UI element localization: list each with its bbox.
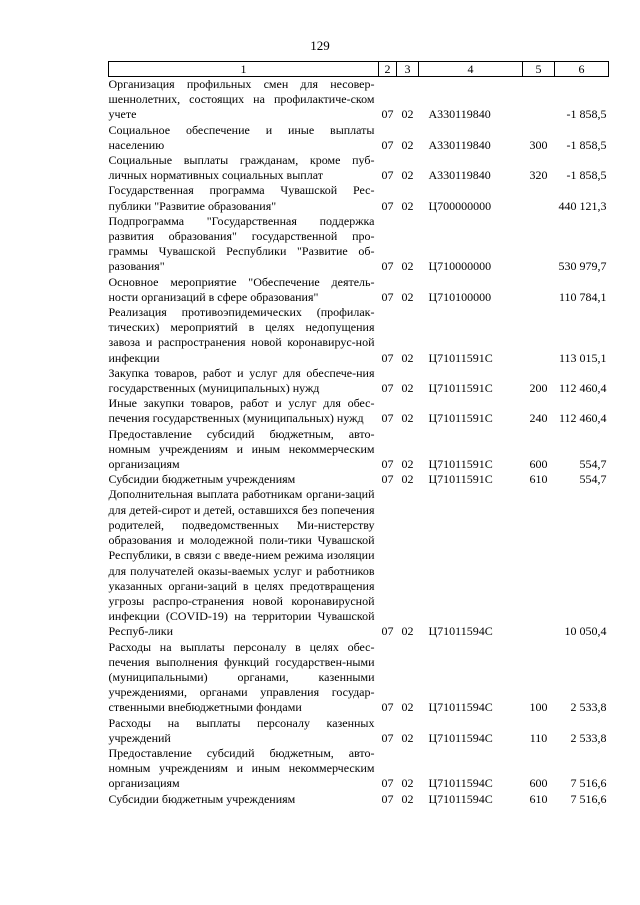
row-target-code: Ц71011591С (428, 411, 493, 426)
row-description: Организация профильных смен для несовер-шеннолетних, состоящих на профилактиче-ском учете (108, 77, 375, 122)
row-section: 07 (381, 730, 394, 745)
table-row (109, 77, 609, 123)
table-row (109, 214, 609, 275)
row-subsection: 02 (401, 168, 414, 183)
table-row (109, 746, 609, 792)
row-amount: 7 516,6 (570, 776, 607, 791)
row-description: Субсидии бюджетным учреждениям (108, 472, 296, 487)
row-expense-type: 200 (529, 381, 548, 396)
row-expense-type (523, 77, 555, 123)
row-section: 07 (381, 198, 394, 213)
row-section: 07 (381, 289, 394, 304)
row-amount: -1 858,5 (566, 107, 607, 122)
row-section: 07 (381, 381, 394, 396)
row-amount: 112 460,4 (558, 411, 607, 426)
row-subsection: 02 (401, 289, 414, 304)
row-amount: 112 460,4 (558, 381, 607, 396)
header-col-6: 6 (555, 62, 609, 77)
row-section: 07 (381, 457, 394, 472)
row-section: 07 (381, 411, 394, 426)
row-description: Предоставление субсидий бюджетным, авто-номным учреждениям и иным некоммерческим организациям (108, 745, 375, 791)
row-target-code: Ц71011591С (428, 350, 493, 365)
header-col-1: 1 (109, 62, 379, 77)
row-subsection: 02 (401, 137, 414, 152)
row-target-code: Ц700000000 (428, 198, 492, 213)
table-row (109, 366, 609, 396)
row-amount: 113 015,1 (558, 350, 607, 365)
row-expense-type (523, 275, 555, 305)
row-expense-type: 110 (529, 730, 548, 745)
table-row (109, 716, 609, 746)
row-subsection: 02 (401, 472, 414, 487)
row-description: Дополнительная выплата работникам органи-заций для детей-сирот и детей, оставшихся без попечения родителей, подведомственных Ми-нистерству образования и молодежной поли-тики Чувашской Республики, в связи с введе-нием режима изоляции для получателей оказы-ваемых услуг и работников указанных органи-заций в целях предотвращения угрозы распро-странения новой коронавирусной инфекции (COVID-19) на территории Чувашской Респуб-лики (108, 487, 375, 639)
table-row (109, 396, 609, 426)
row-expense-type (523, 214, 555, 275)
row-target-code: Ц710000000 (428, 259, 492, 274)
row-amount: 10 050,4 (564, 624, 607, 639)
row-description: Расходы на выплаты персоналу казенных учреждений (108, 715, 375, 745)
row-subsection: 02 (401, 457, 414, 472)
table-row (109, 792, 609, 807)
row-expense-type: 600 (529, 457, 548, 472)
row-expense-type: 300 (529, 137, 548, 152)
row-target-code: Ц71011591С (428, 457, 493, 472)
header-col-2: 2 (379, 62, 397, 77)
row-subsection: 02 (401, 730, 414, 745)
table-row (109, 183, 609, 213)
row-section: 07 (381, 624, 394, 639)
table-header-row (109, 62, 609, 77)
header-col-5: 5 (523, 62, 555, 77)
table-row (109, 472, 609, 487)
row-section: 07 (381, 168, 394, 183)
row-subsection: 02 (401, 624, 414, 639)
row-target-code: А330119840 (428, 137, 491, 152)
row-subsection: 02 (401, 791, 414, 806)
row-description: Социальные выплаты гражданам, кроме пуб-личных нормативных социальных выплат (108, 153, 375, 183)
row-expense-type (523, 487, 555, 639)
row-subsection: 02 (401, 259, 414, 274)
row-target-code: Ц710100000 (428, 289, 492, 304)
row-target-code: Ц71011591С (428, 472, 493, 487)
row-expense-type: 610 (529, 472, 548, 487)
budget-table (108, 61, 609, 807)
row-description: Предоставление субсидий бюджетным, авто-номным учреждениям и иным некоммерческим организациям (108, 426, 375, 472)
row-section: 07 (381, 137, 394, 152)
table-row (109, 640, 609, 716)
row-target-code: Ц71011594С (428, 700, 493, 715)
row-description: Иные закупки товаров, работ и услуг для обес-печения государственных (муниципальных) нужд (108, 396, 375, 426)
row-description: Основное мероприятие "Обеспечение деятель-ности организаций в сфере образования" (108, 274, 375, 304)
row-description: Государственная программа Чувашской Рес-публики "Развитие образования" (108, 183, 375, 213)
table-row (109, 123, 609, 153)
row-section: 07 (381, 472, 394, 487)
row-amount: 2 533,8 (570, 700, 607, 715)
page-number: 129 (310, 38, 330, 53)
row-target-code: Ц71011594С (428, 624, 493, 639)
header-col-4: 4 (419, 62, 523, 77)
row-description: Расходы на выплаты персоналу в целях обес-печения выполнения функций государствен-ными (муниципальными) органами, казенными учреждениями, органами управления государ-ственными внебюджетными фондами (108, 639, 375, 715)
row-section: 07 (381, 791, 394, 806)
row-expense-type: 600 (529, 776, 548, 791)
row-amount: -1 858,5 (566, 168, 607, 183)
row-target-code: Ц71011594С (428, 791, 493, 806)
table-row (109, 153, 609, 183)
row-expense-type (523, 305, 555, 366)
table-row (109, 275, 609, 305)
row-expense-type (523, 183, 555, 213)
table-row (109, 487, 609, 639)
row-amount: 530 979,7 (558, 259, 607, 274)
row-amount: 554,7 (579, 472, 607, 487)
row-amount: -1 858,5 (566, 137, 607, 152)
table-row (109, 427, 609, 473)
row-description: Социальное обеспечение и иные выплаты населению (108, 122, 375, 152)
row-amount: 7 516,6 (570, 791, 607, 806)
row-expense-type: 100 (529, 700, 548, 715)
row-amount: 440 121,3 (558, 198, 607, 213)
row-expense-type: 240 (529, 411, 548, 426)
row-expense-type: 610 (529, 791, 548, 806)
row-subsection: 02 (401, 381, 414, 396)
row-description: Субсидии бюджетным учреждениям (108, 791, 296, 806)
row-amount: 110 784,1 (558, 289, 607, 304)
row-section: 07 (381, 700, 394, 715)
row-section: 07 (381, 776, 394, 791)
row-section: 07 (381, 350, 394, 365)
row-subsection: 02 (401, 776, 414, 791)
row-target-code: Ц71011594С (428, 776, 493, 791)
row-target-code: Ц71011594С (428, 730, 493, 745)
row-section: 07 (381, 107, 394, 122)
row-section: 07 (381, 259, 394, 274)
row-amount: 554,7 (579, 457, 607, 472)
row-subsection: 02 (401, 107, 414, 122)
row-description: Закупка товаров, работ и услуг для обеспече-ния государственных (муниципальных) нужд (108, 365, 375, 396)
row-target-code: Ц71011591С (428, 381, 493, 396)
table-row (109, 305, 609, 366)
row-description: Подпрограмма "Государственная поддержка развития образования" государственной про-граммы Чувашской Республики "Развитие об-разования" (108, 213, 375, 274)
row-target-code: А330119840 (428, 168, 491, 183)
row-amount: 2 533,8 (570, 730, 607, 745)
row-subsection: 02 (401, 350, 414, 365)
row-subsection: 02 (401, 700, 414, 715)
row-target-code: А330119840 (428, 107, 491, 122)
row-expense-type: 320 (529, 168, 548, 183)
header-col-3: 3 (397, 62, 419, 77)
row-subsection: 02 (401, 411, 414, 426)
row-description: Реализация противоэпидемических (профилак-тических) мероприятий в целях недопущения завоза и распространения новой коронавирус-ной инфекции (108, 305, 375, 365)
row-subsection: 02 (401, 198, 414, 213)
